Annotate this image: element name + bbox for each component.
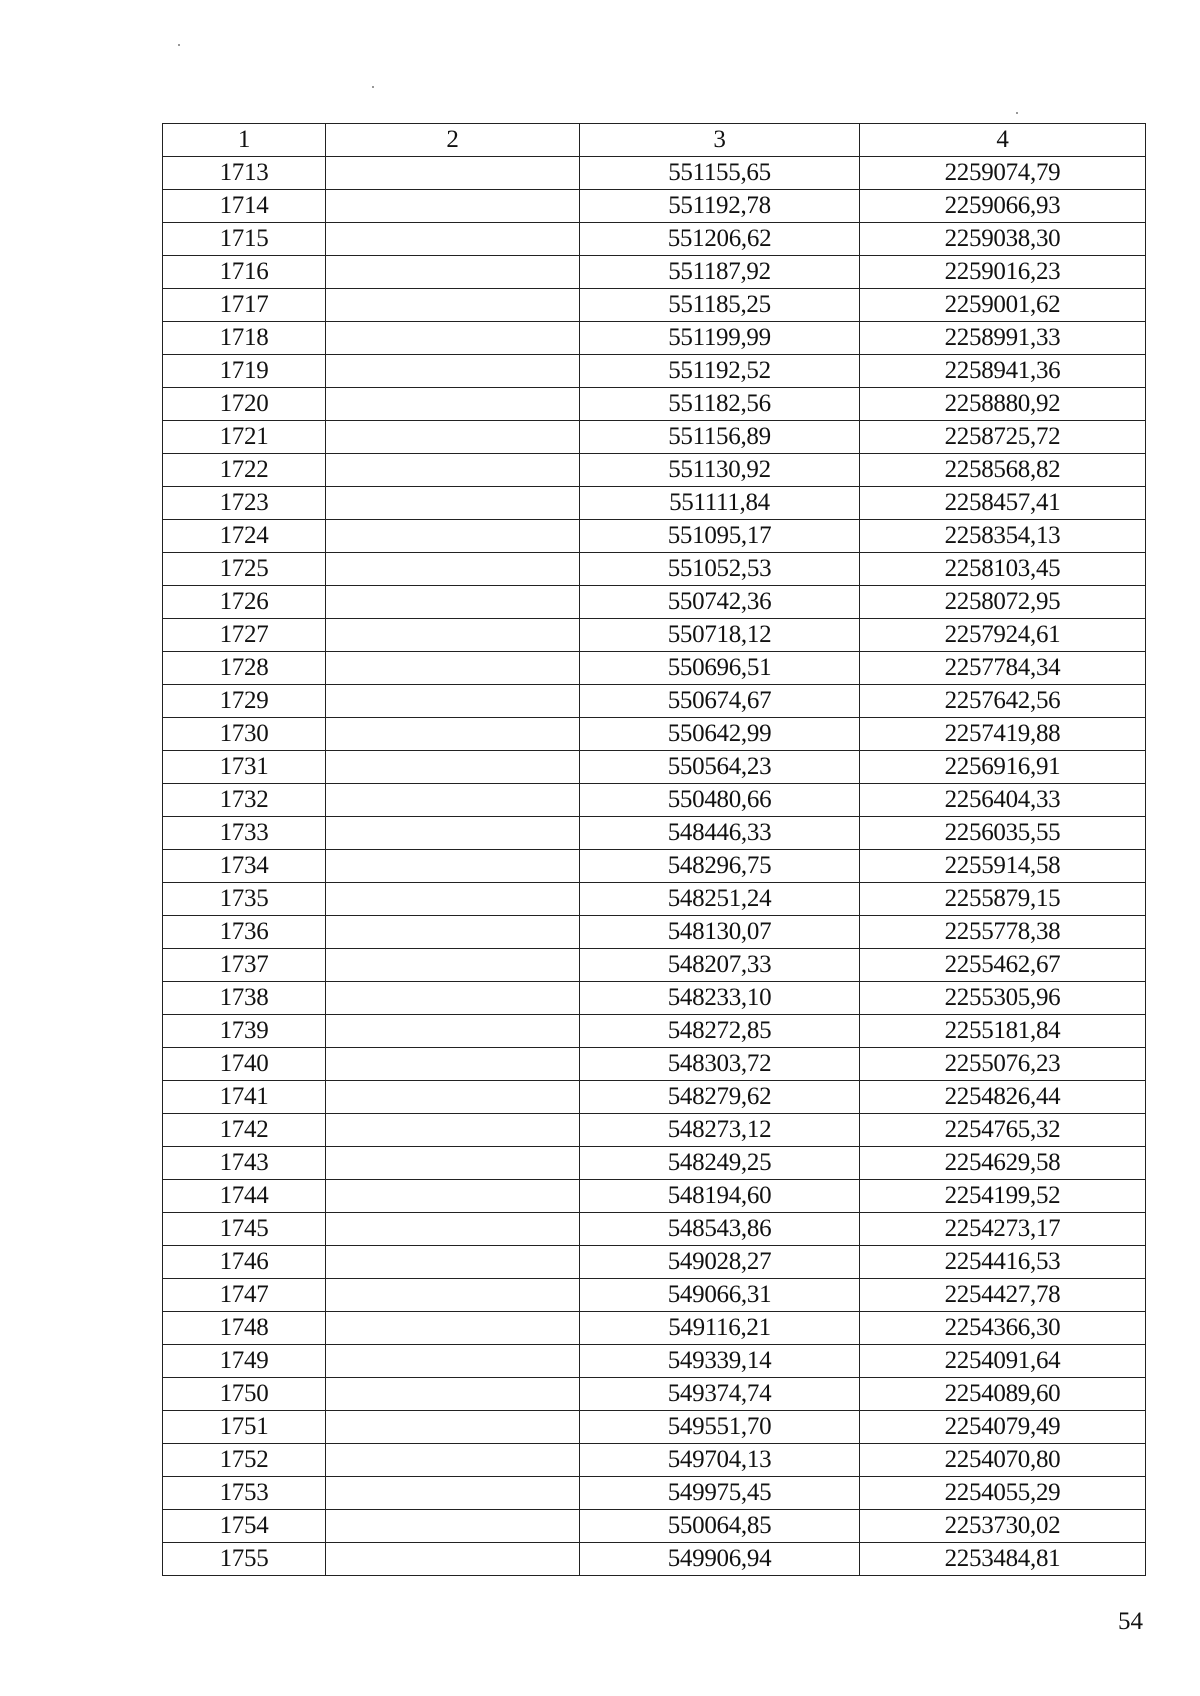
description-cell — [326, 1477, 580, 1510]
y-coordinate-cell: 2256404,33 — [860, 784, 1146, 817]
y-coordinate-cell: 2256035,55 — [860, 817, 1146, 850]
description-cell — [326, 157, 580, 190]
x-coordinate-cell: 548279,62 — [580, 1081, 860, 1114]
y-coordinate-cell: 2259038,30 — [860, 223, 1146, 256]
point-number-cell: 1741 — [163, 1081, 326, 1114]
description-cell — [326, 355, 580, 388]
point-number-cell: 1742 — [163, 1114, 326, 1147]
point-number-cell: 1737 — [163, 949, 326, 982]
point-number-cell: 1724 — [163, 520, 326, 553]
x-coordinate-cell: 548273,12 — [580, 1114, 860, 1147]
point-number-cell: 1740 — [163, 1048, 326, 1081]
x-coordinate-cell: 551187,92 — [580, 256, 860, 289]
y-coordinate-cell: 2255076,23 — [860, 1048, 1146, 1081]
point-number-cell: 1739 — [163, 1015, 326, 1048]
x-coordinate-cell: 551111,84 — [580, 487, 860, 520]
point-number-cell: 1718 — [163, 322, 326, 355]
y-coordinate-cell: 2254416,53 — [860, 1246, 1146, 1279]
scan-speck — [372, 86, 374, 88]
table-row — [163, 157, 1146, 190]
table-row — [163, 751, 1146, 784]
x-coordinate-cell: 551156,89 — [580, 421, 860, 454]
x-coordinate-cell: 550642,99 — [580, 718, 860, 751]
x-coordinate-cell: 550696,51 — [580, 652, 860, 685]
y-coordinate-cell: 2255305,96 — [860, 982, 1146, 1015]
description-cell — [326, 586, 580, 619]
point-number-cell: 1747 — [163, 1279, 326, 1312]
y-coordinate-cell: 2257784,34 — [860, 652, 1146, 685]
table-row — [163, 1114, 1146, 1147]
x-coordinate-cell: 551199,99 — [580, 322, 860, 355]
x-coordinate-cell: 551095,17 — [580, 520, 860, 553]
point-number-cell: 1716 — [163, 256, 326, 289]
point-number-cell: 1749 — [163, 1345, 326, 1378]
header-col-2: 2 — [326, 124, 580, 157]
point-number-cell: 1719 — [163, 355, 326, 388]
point-number-cell: 1720 — [163, 388, 326, 421]
description-cell — [326, 1048, 580, 1081]
description-cell — [326, 916, 580, 949]
table-row — [163, 388, 1146, 421]
table-row — [163, 256, 1146, 289]
table-row — [163, 1510, 1146, 1543]
scan-speck — [178, 44, 180, 46]
y-coordinate-cell: 2254055,29 — [860, 1477, 1146, 1510]
y-coordinate-cell: 2255914,58 — [860, 850, 1146, 883]
table-row — [163, 982, 1146, 1015]
x-coordinate-cell: 548296,75 — [580, 850, 860, 883]
point-number-cell: 1721 — [163, 421, 326, 454]
y-coordinate-cell: 2259001,62 — [860, 289, 1146, 322]
table-row — [163, 718, 1146, 751]
table-row — [163, 586, 1146, 619]
point-number-cell: 1730 — [163, 718, 326, 751]
x-coordinate-cell: 550742,36 — [580, 586, 860, 619]
x-coordinate-cell: 549374,74 — [580, 1378, 860, 1411]
table-row — [163, 949, 1146, 982]
y-coordinate-cell: 2257924,61 — [860, 619, 1146, 652]
y-coordinate-cell: 2254089,60 — [860, 1378, 1146, 1411]
table-header-row — [163, 124, 1146, 157]
description-cell — [326, 1510, 580, 1543]
description-cell — [326, 751, 580, 784]
point-number-cell: 1733 — [163, 817, 326, 850]
point-number-cell: 1748 — [163, 1312, 326, 1345]
x-coordinate-cell: 549551,70 — [580, 1411, 860, 1444]
description-cell — [326, 718, 580, 751]
table-body — [163, 157, 1146, 1576]
x-coordinate-cell: 548303,72 — [580, 1048, 860, 1081]
x-coordinate-cell: 548194,60 — [580, 1180, 860, 1213]
description-cell — [326, 553, 580, 586]
description-cell — [326, 619, 580, 652]
table-row — [163, 355, 1146, 388]
y-coordinate-cell: 2254199,52 — [860, 1180, 1146, 1213]
table-row — [163, 850, 1146, 883]
y-coordinate-cell: 2258072,95 — [860, 586, 1146, 619]
table-row — [163, 553, 1146, 586]
x-coordinate-cell: 548249,25 — [580, 1147, 860, 1180]
point-number-cell: 1725 — [163, 553, 326, 586]
x-coordinate-cell: 551185,25 — [580, 289, 860, 322]
table-row — [163, 1015, 1146, 1048]
y-coordinate-cell: 2255181,84 — [860, 1015, 1146, 1048]
x-coordinate-cell: 551052,53 — [580, 553, 860, 586]
y-coordinate-cell: 2254366,30 — [860, 1312, 1146, 1345]
point-number-cell: 1727 — [163, 619, 326, 652]
table-row — [163, 1378, 1146, 1411]
header-col-4: 4 — [860, 124, 1146, 157]
x-coordinate-cell: 550564,23 — [580, 751, 860, 784]
description-cell — [326, 850, 580, 883]
table-row — [163, 190, 1146, 223]
description-cell — [326, 1411, 580, 1444]
x-coordinate-cell: 551192,78 — [580, 190, 860, 223]
description-cell — [326, 487, 580, 520]
y-coordinate-cell: 2255778,38 — [860, 916, 1146, 949]
description-cell — [326, 1543, 580, 1576]
x-coordinate-cell: 549066,31 — [580, 1279, 860, 1312]
description-cell — [326, 1246, 580, 1279]
x-coordinate-cell: 551130,92 — [580, 454, 860, 487]
x-coordinate-cell: 548207,33 — [580, 949, 860, 982]
x-coordinate-cell: 548233,10 — [580, 982, 860, 1015]
y-coordinate-cell: 2255879,15 — [860, 883, 1146, 916]
x-coordinate-cell: 551155,65 — [580, 157, 860, 190]
point-number-cell: 1728 — [163, 652, 326, 685]
y-coordinate-cell: 2258568,82 — [860, 454, 1146, 487]
table-row — [163, 916, 1146, 949]
x-coordinate-cell: 551182,56 — [580, 388, 860, 421]
description-cell — [326, 1345, 580, 1378]
table-row — [163, 817, 1146, 850]
x-coordinate-cell: 549704,13 — [580, 1444, 860, 1477]
y-coordinate-cell: 2258991,33 — [860, 322, 1146, 355]
scan-speck — [1016, 112, 1018, 114]
point-number-cell: 1745 — [163, 1213, 326, 1246]
y-coordinate-cell: 2257419,88 — [860, 718, 1146, 751]
table-row — [163, 487, 1146, 520]
table-row — [163, 883, 1146, 916]
table-row — [163, 1213, 1146, 1246]
description-cell — [326, 1081, 580, 1114]
table-row — [163, 1048, 1146, 1081]
table-row — [163, 1180, 1146, 1213]
table-row — [163, 454, 1146, 487]
x-coordinate-cell: 549028,27 — [580, 1246, 860, 1279]
table-row — [163, 619, 1146, 652]
x-coordinate-cell: 548272,85 — [580, 1015, 860, 1048]
x-coordinate-cell: 549339,14 — [580, 1345, 860, 1378]
point-number-cell: 1750 — [163, 1378, 326, 1411]
description-cell — [326, 289, 580, 322]
point-number-cell: 1746 — [163, 1246, 326, 1279]
table-row — [163, 784, 1146, 817]
description-cell — [326, 322, 580, 355]
y-coordinate-cell: 2254079,49 — [860, 1411, 1146, 1444]
description-cell — [326, 421, 580, 454]
table-row — [163, 223, 1146, 256]
point-number-cell: 1755 — [163, 1543, 326, 1576]
point-number-cell: 1743 — [163, 1147, 326, 1180]
table-row — [163, 1312, 1146, 1345]
point-number-cell: 1726 — [163, 586, 326, 619]
y-coordinate-cell: 2257642,56 — [860, 685, 1146, 718]
description-cell — [326, 1213, 580, 1246]
x-coordinate-cell: 548446,33 — [580, 817, 860, 850]
point-number-cell: 1736 — [163, 916, 326, 949]
y-coordinate-cell: 2258725,72 — [860, 421, 1146, 454]
y-coordinate-cell: 2253730,02 — [860, 1510, 1146, 1543]
table-row — [163, 520, 1146, 553]
y-coordinate-cell: 2254273,17 — [860, 1213, 1146, 1246]
description-cell — [326, 256, 580, 289]
table-row — [163, 289, 1146, 322]
x-coordinate-cell: 548251,24 — [580, 883, 860, 916]
description-cell — [326, 1378, 580, 1411]
table-row — [163, 1081, 1146, 1114]
point-number-cell: 1713 — [163, 157, 326, 190]
description-cell — [326, 685, 580, 718]
table-row — [163, 421, 1146, 454]
table-row — [163, 1246, 1146, 1279]
page-number: 54 — [1118, 1608, 1143, 1635]
x-coordinate-cell: 550480,66 — [580, 784, 860, 817]
point-number-cell: 1751 — [163, 1411, 326, 1444]
point-number-cell: 1735 — [163, 883, 326, 916]
y-coordinate-cell: 2255462,67 — [860, 949, 1146, 982]
point-number-cell: 1722 — [163, 454, 326, 487]
table-row — [163, 1345, 1146, 1378]
table-row — [163, 1444, 1146, 1477]
y-coordinate-cell: 2254629,58 — [860, 1147, 1146, 1180]
y-coordinate-cell: 2253484,81 — [860, 1543, 1146, 1576]
description-cell — [326, 520, 580, 553]
point-number-cell: 1734 — [163, 850, 326, 883]
point-number-cell: 1731 — [163, 751, 326, 784]
x-coordinate-cell: 549975,45 — [580, 1477, 860, 1510]
x-coordinate-cell: 550718,12 — [580, 619, 860, 652]
header-col-1: 1 — [163, 124, 326, 157]
point-number-cell: 1729 — [163, 685, 326, 718]
description-cell — [326, 1114, 580, 1147]
point-number-cell: 1738 — [163, 982, 326, 1015]
coordinates-table — [162, 123, 1146, 1576]
y-coordinate-cell: 2254070,80 — [860, 1444, 1146, 1477]
description-cell — [326, 1444, 580, 1477]
description-cell — [326, 652, 580, 685]
point-number-cell: 1732 — [163, 784, 326, 817]
table-row — [163, 1543, 1146, 1576]
description-cell — [326, 1147, 580, 1180]
table-row — [163, 652, 1146, 685]
y-coordinate-cell: 2259066,93 — [860, 190, 1146, 223]
x-coordinate-cell: 549906,94 — [580, 1543, 860, 1576]
description-cell — [326, 1180, 580, 1213]
table-row — [163, 1411, 1146, 1444]
table-row — [163, 685, 1146, 718]
y-coordinate-cell: 2258457,41 — [860, 487, 1146, 520]
point-number-cell: 1753 — [163, 1477, 326, 1510]
y-coordinate-cell: 2259016,23 — [860, 256, 1146, 289]
point-number-cell: 1754 — [163, 1510, 326, 1543]
y-coordinate-cell: 2254427,78 — [860, 1279, 1146, 1312]
point-number-cell: 1717 — [163, 289, 326, 322]
point-number-cell: 1723 — [163, 487, 326, 520]
y-coordinate-cell: 2254765,32 — [860, 1114, 1146, 1147]
table-row — [163, 1279, 1146, 1312]
description-cell — [326, 1312, 580, 1345]
y-coordinate-cell: 2259074,79 — [860, 157, 1146, 190]
description-cell — [326, 883, 580, 916]
y-coordinate-cell: 2254826,44 — [860, 1081, 1146, 1114]
description-cell — [326, 223, 580, 256]
y-coordinate-cell: 2258880,92 — [860, 388, 1146, 421]
table-row — [163, 1477, 1146, 1510]
y-coordinate-cell: 2256916,91 — [860, 751, 1146, 784]
point-number-cell: 1715 — [163, 223, 326, 256]
y-coordinate-cell: 2258354,13 — [860, 520, 1146, 553]
description-cell — [326, 1015, 580, 1048]
x-coordinate-cell: 548543,86 — [580, 1213, 860, 1246]
description-cell — [326, 454, 580, 487]
y-coordinate-cell: 2254091,64 — [860, 1345, 1146, 1378]
x-coordinate-cell: 551192,52 — [580, 355, 860, 388]
point-number-cell: 1744 — [163, 1180, 326, 1213]
point-number-cell: 1752 — [163, 1444, 326, 1477]
x-coordinate-cell: 548130,07 — [580, 916, 860, 949]
x-coordinate-cell: 551206,62 — [580, 223, 860, 256]
description-cell — [326, 982, 580, 1015]
x-coordinate-cell: 550674,67 — [580, 685, 860, 718]
description-cell — [326, 1279, 580, 1312]
y-coordinate-cell: 2258103,45 — [860, 553, 1146, 586]
description-cell — [326, 784, 580, 817]
x-coordinate-cell: 550064,85 — [580, 1510, 860, 1543]
description-cell — [326, 817, 580, 850]
description-cell — [326, 388, 580, 421]
table-row — [163, 322, 1146, 355]
header-col-3: 3 — [580, 124, 860, 157]
description-cell — [326, 949, 580, 982]
x-coordinate-cell: 549116,21 — [580, 1312, 860, 1345]
table-row — [163, 1147, 1146, 1180]
point-number-cell: 1714 — [163, 190, 326, 223]
description-cell — [326, 190, 580, 223]
y-coordinate-cell: 2258941,36 — [860, 355, 1146, 388]
